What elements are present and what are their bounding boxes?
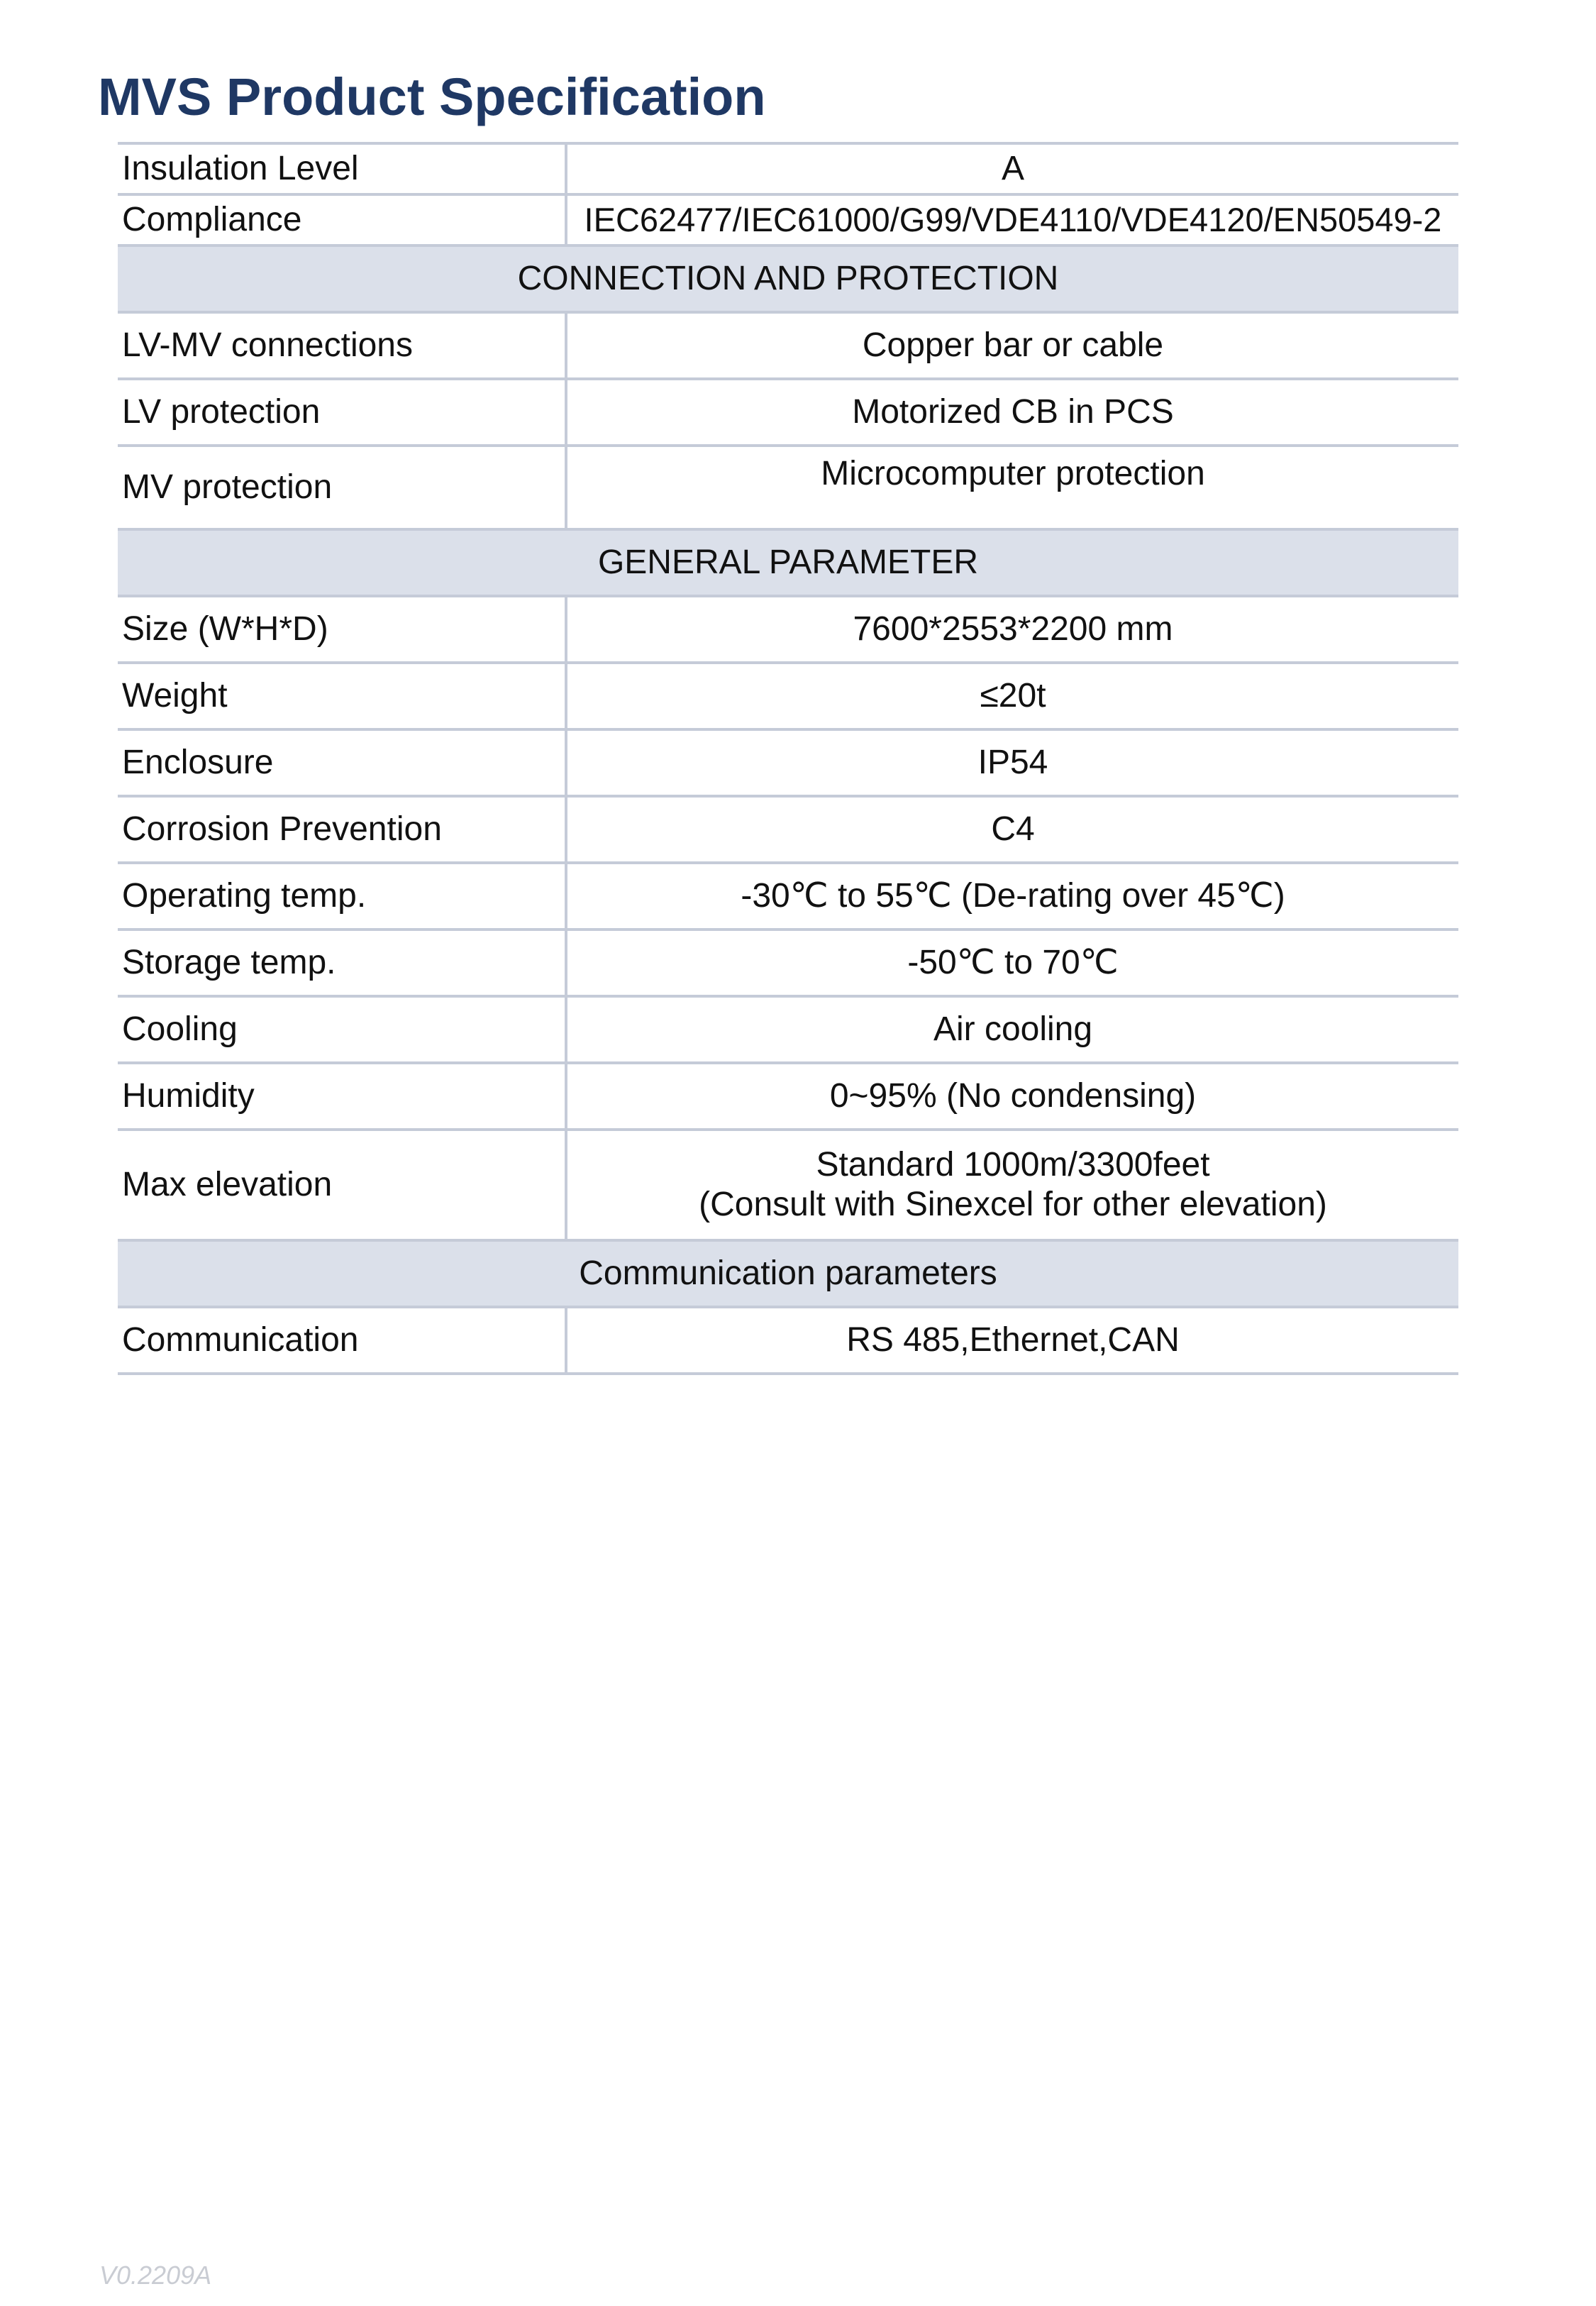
- table-row: [118, 596, 1458, 663]
- row-value-max-elevation: [566, 1130, 1458, 1240]
- row-label-max-elevation: Max elevation: [118, 1130, 566, 1240]
- row-label-mv-protection: MV protection: [118, 446, 566, 529]
- row-label-compliance: Compliance: [118, 194, 566, 246]
- section-title-general-parameter: GENERAL PARAMETER: [118, 529, 1458, 596]
- row-label-corrosion-prevention: Corrosion Prevention: [118, 796, 566, 863]
- row-value-lv-mv-connections: Copper bar or cable: [566, 312, 1458, 379]
- version-label: V0.2209A: [99, 2261, 212, 2290]
- row-value-cooling: Air cooling: [566, 996, 1458, 1063]
- row-label-humidity: Humidity: [118, 1063, 566, 1130]
- section-header-row: [118, 1240, 1458, 1307]
- row-label-lv-mv-connections: LV-MV connections: [118, 312, 566, 379]
- spec-table: [118, 142, 1458, 1375]
- table-row: [118, 312, 1458, 379]
- table-row: [118, 996, 1458, 1063]
- table-row: [118, 143, 1458, 194]
- section-title-communication: Communication parameters: [118, 1240, 1458, 1307]
- row-label-storage-temp: Storage temp.: [118, 929, 566, 996]
- row-value-humidity: 0~95% (No condensing): [566, 1063, 1458, 1130]
- row-value-communication: RS 485,Ethernet,CAN: [566, 1307, 1458, 1374]
- row-value-corrosion-prevention: C4: [566, 796, 1458, 863]
- table-row: [118, 379, 1458, 446]
- table-row: [118, 1307, 1458, 1374]
- table-row: [118, 929, 1458, 996]
- table-row: [118, 796, 1458, 863]
- row-label-cooling: Cooling: [118, 996, 566, 1063]
- row-label-communication: Communication: [118, 1307, 566, 1374]
- row-value-storage-temp: -50℃ to 70℃: [566, 929, 1458, 996]
- table-row: [118, 446, 1458, 529]
- row-value-operating-temp: -30℃ to 55℃ (De-rating over 45℃): [566, 863, 1458, 929]
- section-header-row: [118, 246, 1458, 312]
- row-label-lv-protection: LV protection: [118, 379, 566, 446]
- row-value-weight: ≤20t: [566, 663, 1458, 729]
- row-value-lv-protection: Motorized CB in PCS: [566, 379, 1458, 446]
- row-label-operating-temp: Operating temp.: [118, 863, 566, 929]
- section-header-row: [118, 529, 1458, 596]
- page-title: MVS Product Specification: [98, 67, 766, 126]
- row-value-insulation-level: A: [566, 143, 1458, 194]
- row-label-insulation-level: Insulation Level: [118, 143, 566, 194]
- row-label-enclosure: Enclosure: [118, 729, 566, 796]
- table-row: [118, 863, 1458, 929]
- row-value-compliance: IEC62477/IEC61000/G99/VDE4110/VDE4120/EN50549-2: [566, 194, 1458, 246]
- table-row: [118, 663, 1458, 729]
- row-label-size: Size (W*H*D): [118, 596, 566, 663]
- table-row: [118, 194, 1458, 246]
- row-value-enclosure: IP54: [566, 729, 1458, 796]
- table-row: [118, 1063, 1458, 1130]
- table-row: [118, 729, 1458, 796]
- row-value-mv-protection: Microcomputer protection: [566, 446, 1458, 529]
- row-value-size: 7600*2553*2200 mm: [566, 596, 1458, 663]
- max-elevation-line-2: (Consult with Sinexcel for other elevation): [699, 1186, 1327, 1223]
- row-label-weight: Weight: [118, 663, 566, 729]
- table-row: [118, 1130, 1458, 1240]
- max-elevation-line-1: Standard 1000m/3300feet: [816, 1146, 1210, 1184]
- section-title-connection-protection: CONNECTION AND PROTECTION: [118, 246, 1458, 312]
